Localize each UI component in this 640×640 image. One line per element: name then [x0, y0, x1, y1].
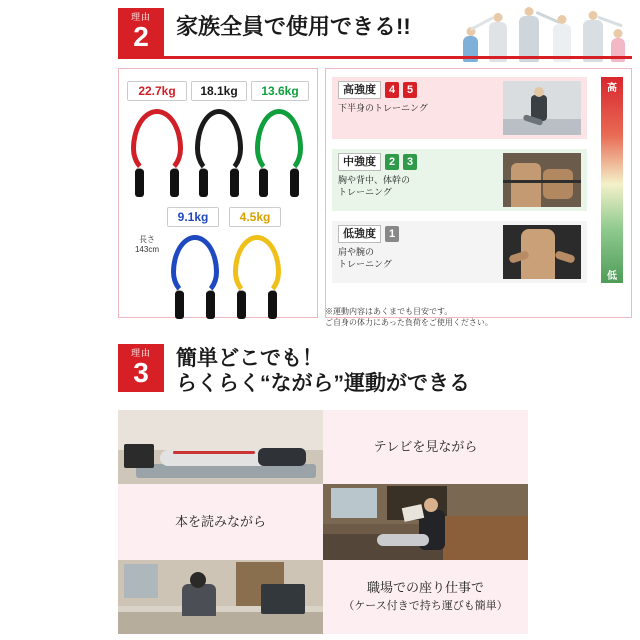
band-handle	[259, 169, 268, 197]
photo-desk	[118, 612, 323, 634]
photo-sofa	[432, 516, 528, 560]
intensity-low-desc-line-2: トレーニング	[338, 259, 392, 269]
intensity-high-photo	[503, 81, 581, 135]
photo-scene	[118, 410, 323, 484]
intensity-mid-photo	[503, 153, 581, 207]
intensity-mid-name: 中強度	[338, 153, 381, 171]
intensity-row-high	[332, 77, 587, 139]
band-weight-tag-3: 13.6kg	[251, 81, 309, 101]
band-handle	[290, 169, 299, 197]
reason-3-title-line-2: らくらく“ながら”運動ができる	[176, 372, 470, 395]
scene-label-tv	[323, 410, 528, 484]
scene-label-book-text: 本を読みながら	[174, 514, 266, 529]
intensity-low-number-1: 1	[385, 226, 399, 242]
resistance-bands-panel	[118, 68, 318, 318]
photo-person-body	[182, 584, 216, 616]
reason-2-underline	[118, 56, 632, 59]
scene-label-tv-text: テレビを見ながら	[373, 439, 478, 454]
intensity-row-low	[332, 221, 587, 283]
intensity-low-desc-line-1: 肩や腕の	[338, 247, 375, 257]
reason-2-header	[118, 8, 411, 56]
band-length-line-1: 長さ	[139, 235, 155, 244]
band-handle	[206, 291, 215, 319]
photo-window	[331, 488, 377, 518]
intensity-gauge-high-label: 高	[607, 83, 617, 94]
reason-3-header	[118, 344, 470, 396]
resistance-band-black	[195, 109, 243, 175]
intensity-note-line-2: ご自身の体力にあった負荷をご使用ください。	[325, 318, 493, 327]
reason-3-badge-number: 3	[133, 357, 149, 388]
scene-photo-laptop	[118, 410, 323, 484]
photo-mat	[136, 464, 316, 478]
intensity-gauge	[601, 77, 623, 283]
band-weight-tag-1: 22.7kg	[127, 81, 187, 101]
reason-3-section	[0, 336, 640, 640]
resistance-band-blue	[171, 235, 219, 297]
band-handle	[135, 169, 144, 197]
intensity-levels-panel	[325, 68, 632, 318]
band-tube	[195, 109, 243, 175]
photo-person-head	[424, 498, 438, 512]
resistance-band-yellow	[233, 235, 281, 297]
band-tube	[131, 109, 183, 175]
photo-scene	[503, 225, 581, 279]
photo-arm	[554, 250, 575, 264]
reason-3-title	[164, 344, 470, 396]
intensity-high-number-5: 5	[403, 82, 417, 98]
scene-label-work	[323, 560, 528, 634]
band-handle	[170, 169, 179, 197]
photo-band	[503, 180, 581, 183]
band-weight-tag-5: 4.5kg	[229, 207, 281, 227]
band-tube	[171, 235, 219, 297]
band-handle	[175, 291, 184, 319]
photo-torso	[511, 163, 541, 207]
band-weight-tag-4: 9.1kg	[167, 207, 219, 227]
reason-2-badge-number: 2	[133, 21, 149, 52]
photo-arm	[543, 169, 573, 199]
photo-person-legs	[377, 534, 429, 546]
band-handle	[268, 291, 277, 319]
resistance-band-green	[255, 109, 303, 175]
scene-label-work-line-1: 職場での座り仕事で	[366, 580, 484, 595]
intensity-row-mid	[332, 149, 587, 211]
reason-3-badge	[118, 344, 164, 392]
band-length-line-2: 143cm	[134, 245, 159, 254]
scene-label-work-block	[343, 579, 507, 615]
photo-scene	[503, 81, 581, 135]
photo-scene	[503, 153, 581, 207]
intensity-low-photo	[503, 225, 581, 279]
band-handle	[230, 169, 239, 197]
photo-scene	[118, 560, 323, 634]
photo-laptop	[124, 444, 154, 468]
reason-3-title-line-1: 簡単どこでも！	[176, 347, 323, 370]
band-handle	[199, 169, 208, 197]
intensity-mid-number-3: 3	[403, 154, 417, 170]
photo-scene	[323, 484, 528, 560]
usage-scenes-grid	[118, 410, 528, 634]
family-photo-background	[457, 2, 632, 64]
band-weight-tag-2: 18.1kg	[191, 81, 247, 101]
scene-photo-office	[118, 560, 323, 634]
intensity-high-desc: 下半身のトレーニング	[338, 103, 428, 113]
intensity-high-number-4: 4	[385, 82, 399, 98]
family-photo	[457, 2, 632, 64]
reason-3-badge-label: 理由	[130, 348, 151, 358]
figure-head-icon	[589, 11, 598, 20]
photo-person-head	[534, 87, 544, 97]
intensity-note	[325, 306, 493, 328]
intensity-note-line-1: ※運動内容はあくまでも目安です。	[325, 307, 453, 316]
photo-window	[124, 564, 158, 598]
intensity-mid-desc-line-1: 胸や背中、体幹の	[338, 175, 411, 185]
reason-2-title: 家族全員で使用できる!!	[176, 14, 411, 39]
figure-head-icon	[558, 15, 567, 24]
band-tube	[233, 235, 281, 297]
photo-monitor	[261, 584, 305, 614]
band-handle	[237, 291, 246, 319]
intensity-low-name: 低強度	[338, 225, 381, 243]
figure-head-icon	[525, 7, 534, 16]
reason-2-badge-label: 理由	[130, 12, 151, 22]
scene-photo-book	[323, 484, 528, 560]
band-tube	[255, 109, 303, 175]
intensity-mid-number-2: 2	[385, 154, 399, 170]
scene-label-book	[118, 484, 323, 560]
photo-person-torso	[258, 448, 306, 466]
photo-resistance-band	[173, 451, 255, 454]
figure-head-icon	[494, 13, 503, 22]
scene-label-work-line-2: （ケース付きで持ち運びも簡単）	[343, 600, 508, 612]
figure-head-icon	[614, 29, 623, 38]
intensity-high-name: 高強度	[338, 81, 381, 99]
band-length-label	[125, 235, 169, 255]
photo-person-head	[190, 572, 206, 588]
resistance-band-red	[131, 109, 183, 175]
intensity-mid-desc-line-2: トレーニング	[338, 187, 392, 197]
intensity-gauge-low-label: 低	[607, 271, 617, 282]
reason-2-badge	[118, 8, 164, 56]
